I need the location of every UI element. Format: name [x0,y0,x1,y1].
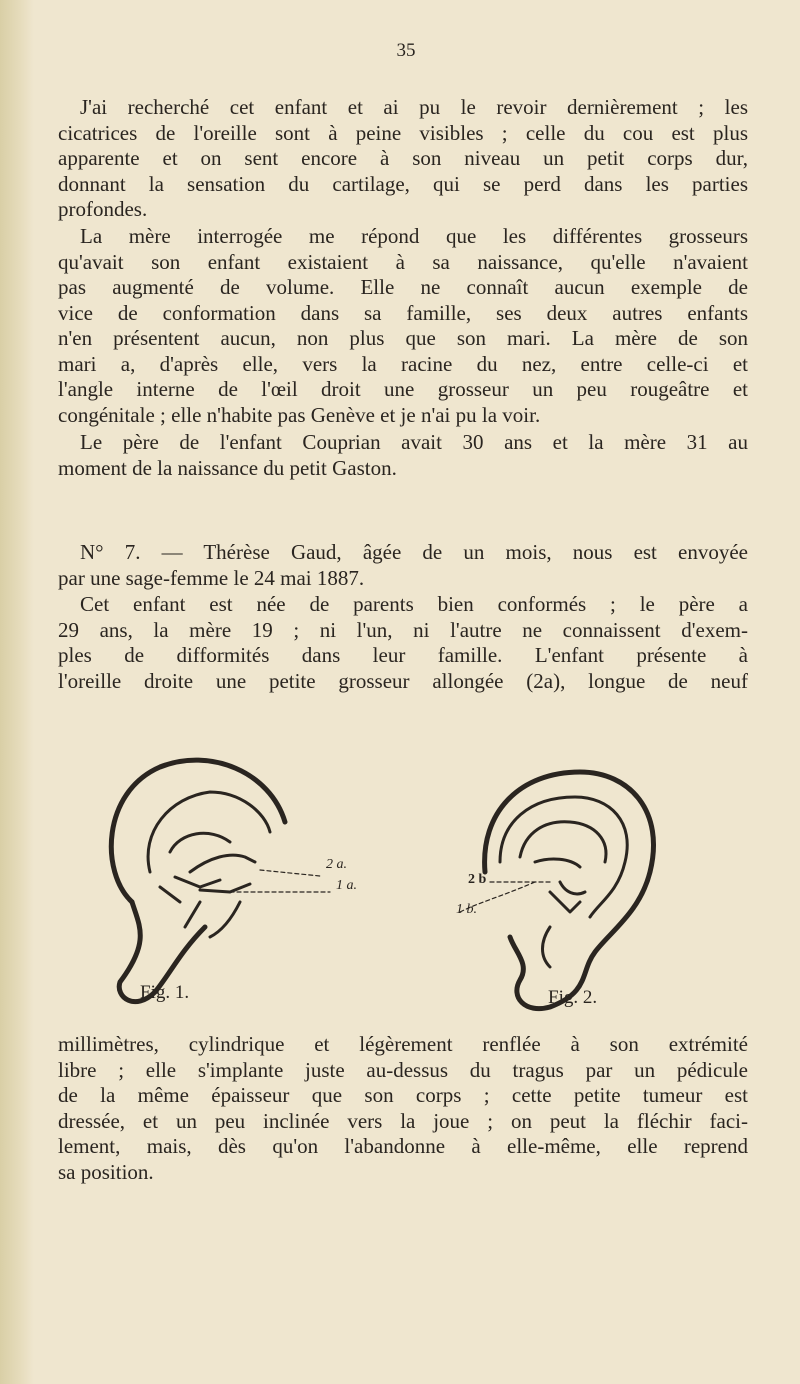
label-1a: 1 a. [336,878,357,893]
text-line: apparente et on sent encore à son niveau un petit corps dur, [58,146,748,170]
text-line: donnant la sensation du cartilage, qui se perd dans les parties [58,171,748,196]
text-line: Cet enfant est née de parents bien conformés ; le père a [80,592,748,616]
text-line: cicatrices de l'oreille sont à peine visibles ; celle du cou est plus [58,120,748,145]
text-line: mari a, d'après elle, vers la racine du nez, entre celle-ci et [58,351,748,376]
text-line: moment de la naissance du petit Gaston. [58,455,397,480]
text-line: N° 7. — Thérèse Gaud, âgée de un mois, nous est envoyée [80,540,748,564]
text-line: dressée, et un peu inclinée vers la joue ; on peut la fléchir faci- [58,1108,748,1133]
paragraph-4 [58,540,748,591]
text-line: profondes. [58,197,148,221]
text-line: par une sage-femme le 24 mai 1887. [58,565,365,590]
page-number: 35 [396,40,416,61]
paragraph-5 [58,592,748,694]
paragraph-2 [58,224,748,428]
text-line: qu'avait son enfant existaient à sa naissance, qu'elle n'avaient [58,249,748,274]
text-line: Le père de l'enfant Couprian avait 30 ans et la mère 31 au [80,430,748,454]
text-line: de la même épaisseur que son corps ; cette petite tumeur est [58,1083,748,1107]
text-line: millimètres, cylindrique et légèrement renflée à son extrémité [58,1032,748,1056]
paragraph-3 [58,430,748,481]
text-line: sa position. [58,1159,154,1184]
text-line: J'ai recherché cet enfant et ai pu le revoir dernièrement ; les [80,95,748,119]
ear-figure-1 [111,760,330,1002]
text-line: libre ; elle s'implante juste au-dessus du tragus par un pédicule [58,1057,748,1082]
text-line: vice de conformation dans sa famille, ses deux autres enfants [58,300,748,325]
text-line: n'en présentent aucun, non plus que son mari. La mère de son [58,326,748,350]
paragraph-6 [58,1032,748,1185]
text-line: l'oreille droite une petite grosseur allongée (2a), longue de neuf [58,668,748,693]
text-line: ples de difformités dans leur famille. L'enfant présente à [58,643,748,667]
text-line: 29 ans, la mère 19 ; ni l'un, ni l'autre ne connaissent d'exem- [58,617,748,642]
figure-1-caption: Fig. 1. [140,982,190,1003]
text-line: l'angle interne de l'œil droit une grosseur un peu rougeâtre et [58,377,748,401]
figures [80,752,680,1032]
text-line: La mère interrogée me répond que les différentes grosseurs [80,224,748,248]
text-line: lement, mais, dès qu'on l'abandonne à elle-même, elle reprend [58,1134,748,1158]
text-line: congénitale ; elle n'habite pas Genève et je n'ai pu la voir. [58,402,541,427]
paragraph-1 [58,95,748,223]
text-line: pas augmenté de volume. Elle ne connaît aucun exemple de [58,275,748,299]
page-edge-shadow [0,0,34,1384]
label-2a: 2 a. [326,857,347,872]
label-1b: 1 b. [456,902,477,917]
ear-figure-2 [460,772,654,1009]
figure-2-caption: Fig. 2. [548,987,598,1008]
label-2b: 2 b [468,872,487,887]
